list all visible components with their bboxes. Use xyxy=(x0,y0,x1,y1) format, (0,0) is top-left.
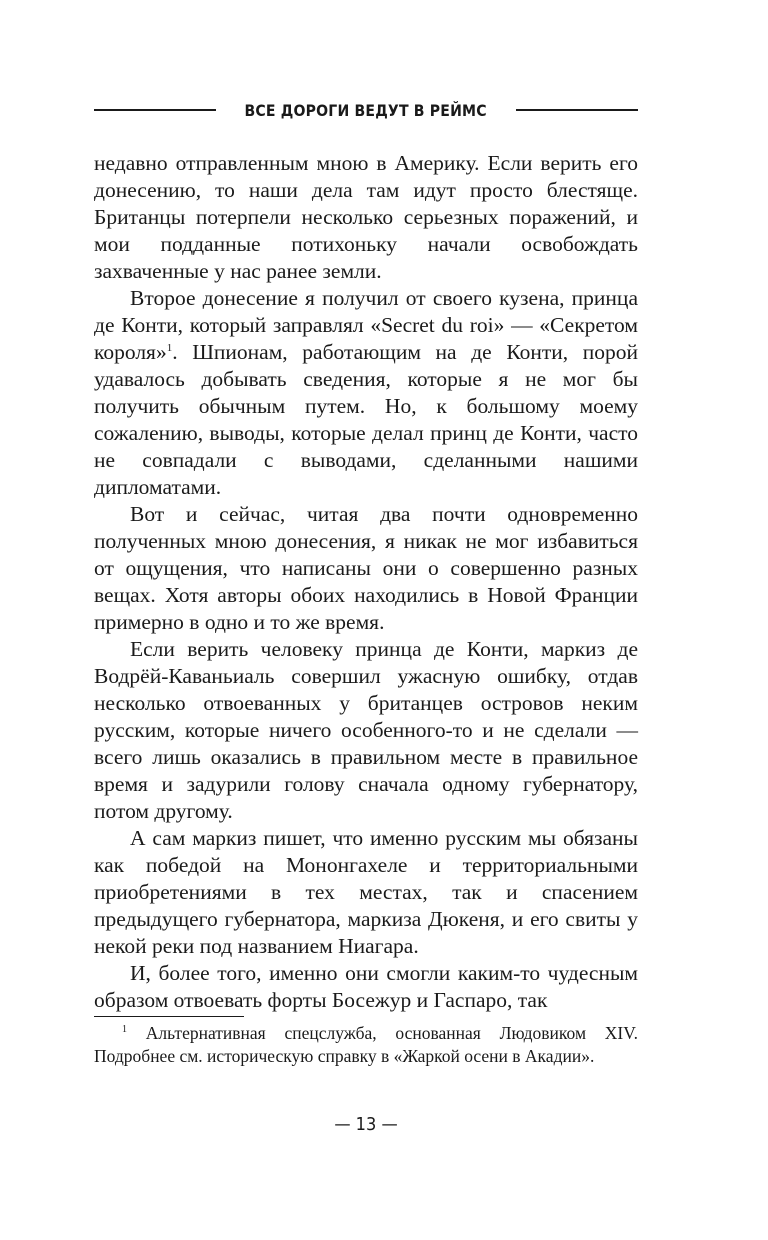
paragraph: Вот и сейчас, читая два почти одновременно полученных мною донесения, я никак не мог избавиться от ощущения, что написаны они о совершенно разных вещах. Хотя авторы обоих находились в Новой Франции примерно в одно и то же время. xyxy=(94,502,638,634)
header-rule-right xyxy=(516,109,638,111)
body-text xyxy=(94,150,638,1014)
paragraph: И, более того, именно они смогли каким-то чудесным образом отвоевать форты Босежур и Гаспаро, так xyxy=(94,961,638,1012)
running-header xyxy=(94,96,638,124)
footnote-divider xyxy=(94,1016,244,1017)
paragraph-text: . Шпионам, работающим на де Конти, порой удавалось добывать сведения, которые я не мог бы получить обычным путем. Но, к большому моему сожалению, выводы, которые делал принц де Конти, часто не совпадали с выводами, сделанными нашими дипломатами. xyxy=(94,340,638,499)
running-header-title: ВСЕ ДОРОГИ ВЕДУТ В РЕЙМС xyxy=(244,100,488,120)
paragraph: А сам маркиз пишет, что именно русским мы обязаны как победой на Мононгахеле и территориальными приобретениями в тех местах, так и спасением предыдущего губернатора, маркиза Дюкеня, и его свиты у некой реки под названием Ниагара. xyxy=(94,826,638,958)
page-number: — 13 — xyxy=(334,1114,398,1135)
paragraph-text: Второе донесение я получил от своего кузена, принца де Конти, который заправлял «Secret du roi» — «Секретом короля» xyxy=(94,286,638,364)
footnote-text: Альтернативная спецслужба, основанная Людовиком XIV. Подробнее см. историческую справку в «Жаркой осени в Акадии». xyxy=(94,1023,638,1066)
footnote-reference: 1 xyxy=(166,341,173,354)
footnote-marker: 1 xyxy=(122,1024,127,1036)
footnote xyxy=(94,1022,638,1068)
paragraph: недавно отправленным мною в Америку. Если верить его донесению, то наши дела там идут просто блестяще. Британцы потерпели несколько серьезных поражений, и мои подданные потихоньку начали освобождать захваченные у нас ранее земли. xyxy=(94,151,638,283)
paragraph: Если верить человеку принца де Конти, маркиз де Водрёй-Каваньиаль совершил ужасную ошибку, отдав несколько отвоеванных у британцев островов неким русским, которые ничего особенного-то и не сделали — всего лишь оказались в правильном месте в правильное время и задурили голову сначала одному губернатору, потом другому. xyxy=(94,637,638,823)
header-rule-left xyxy=(94,109,216,111)
paragraph xyxy=(94,285,638,501)
